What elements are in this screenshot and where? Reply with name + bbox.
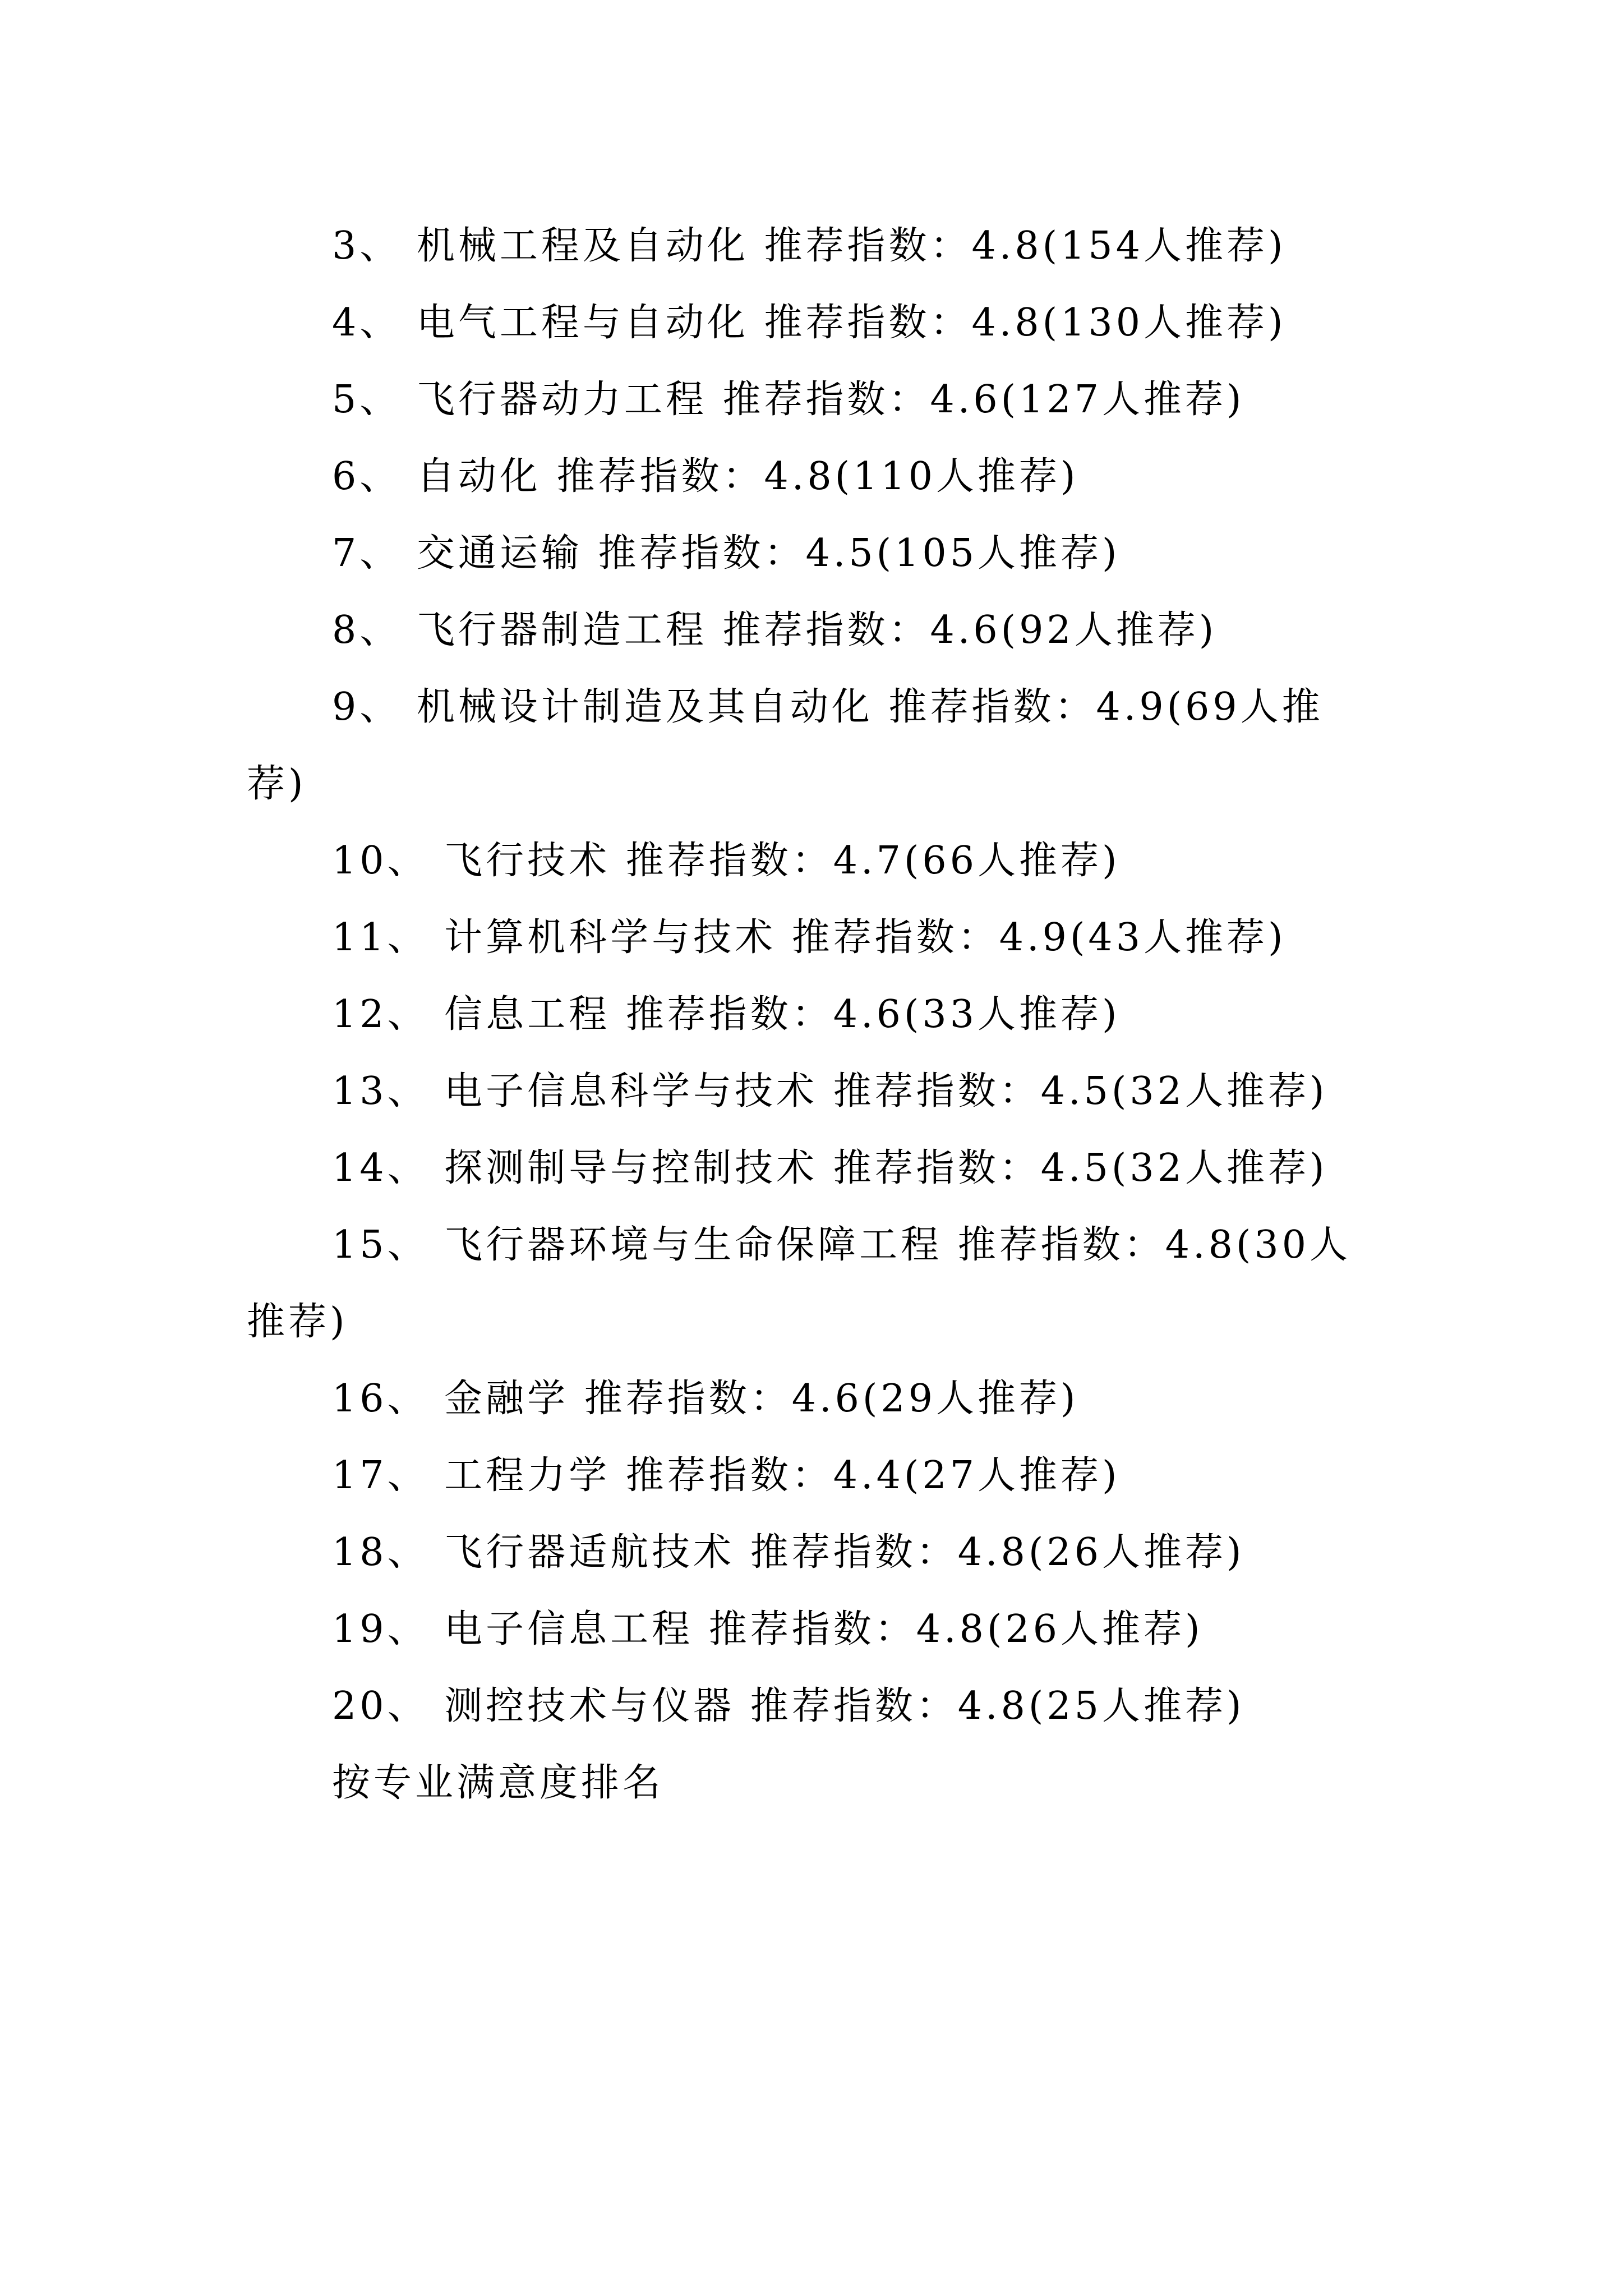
ranking-item-15: 15、 飞行器环境与生命保障工程 推荐指数：4.8(30人推荐) <box>247 1223 1351 1344</box>
ranking-item-10: 10、 飞行技术 推荐指数：4.7(66人推荐) <box>332 839 1121 883</box>
ranking-item-9: 9、 机械设计制造及其自动化 推荐指数：4.9(69人推荐) <box>247 685 1324 806</box>
ranking-item-12: 12、 信息工程 推荐指数：4.6(33人推荐) <box>332 992 1121 1037</box>
document-body <box>247 208 1380 1821</box>
ranking-item-11: 11、 计算机科学与技术 推荐指数：4.9(43人推荐) <box>332 915 1287 960</box>
ranking-item-19: 19、 电子信息工程 推荐指数：4.8(26人推荐) <box>332 1607 1204 1651</box>
ranking-item-17: 17、 工程力学 推荐指数：4.4(27人推荐) <box>332 1453 1121 1498</box>
ranking-item-7: 7、 交通运输 推荐指数：4.5(105人推荐) <box>332 531 1121 576</box>
ranking-item-8: 8、 飞行器制造工程 推荐指数：4.6(92人推荐) <box>332 608 1218 652</box>
ranking-item-4: 4、 电气工程与自动化 推荐指数：4.8(130人推荐) <box>332 301 1287 345</box>
ranking-item-13: 13、 电子信息科学与技术 推荐指数：4.5(32人推荐) <box>332 1069 1328 1114</box>
ranking-item-20: 20、 测控技术与仪器 推荐指数：4.8(25人推荐) <box>332 1684 1245 1728</box>
ranking-item-14: 14、 探测制导与控制技术 推荐指数：4.5(32人推荐) <box>332 1146 1328 1190</box>
ranking-item-18: 18、 飞行器适航技术 推荐指数：4.8(26人推荐) <box>332 1530 1245 1575</box>
section-heading-satisfaction-ranking: 按专业满意度排名 <box>332 1761 665 1805</box>
ranking-item-16: 16、 金融学 推荐指数：4.6(29人推荐) <box>332 1377 1079 1421</box>
ranking-item-6: 6、 自动化 推荐指数：4.8(110人推荐) <box>332 454 1079 499</box>
ranking-item-3: 3、 机械工程及自动化 推荐指数：4.8(154人推荐) <box>332 224 1287 268</box>
ranking-item-5: 5、 飞行器动力工程 推荐指数：4.6(127人推荐) <box>332 378 1245 422</box>
